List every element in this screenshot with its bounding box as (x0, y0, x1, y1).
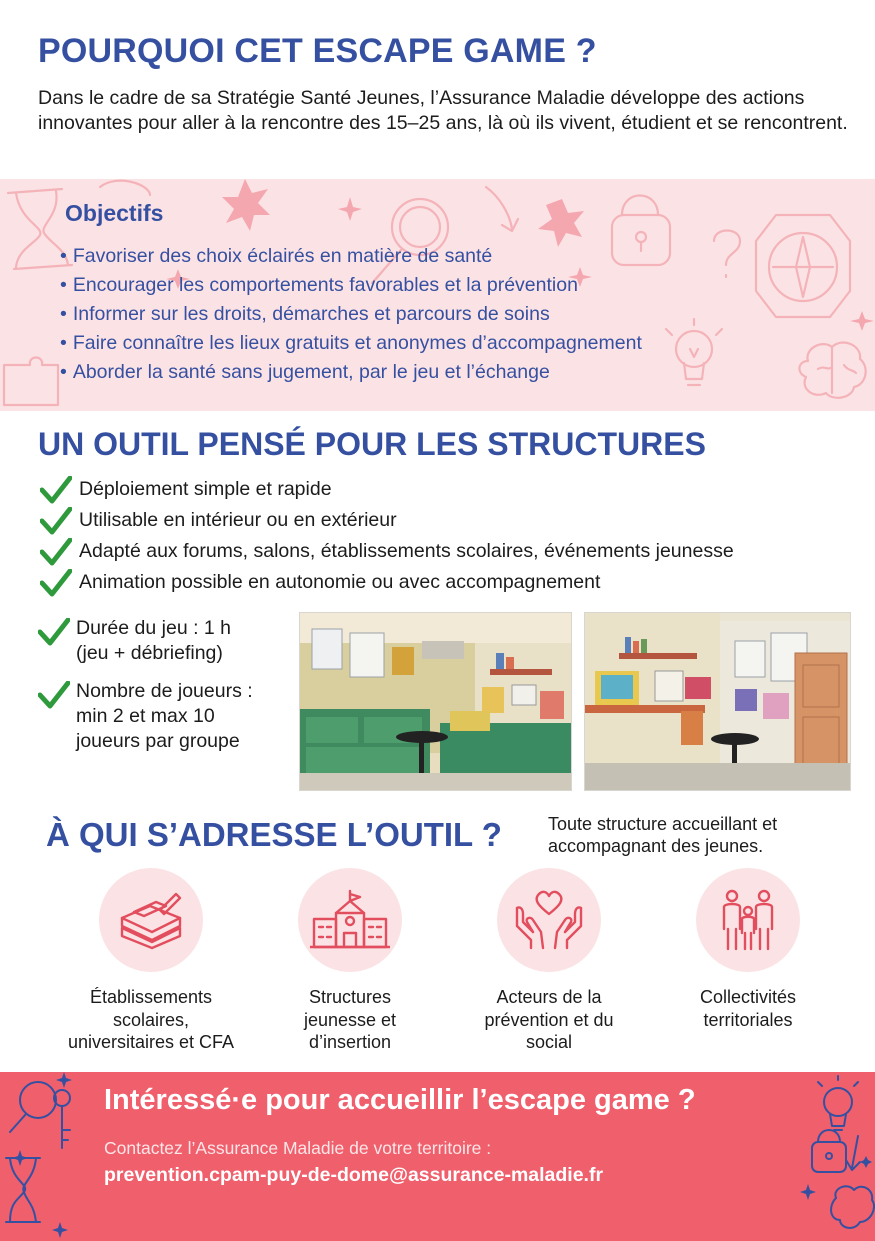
audience-desc-line: accompagnant des jeunes. (548, 836, 764, 856)
audience-label: d’insertion (308, 1032, 392, 1052)
cta-subtitle: Contactez l’Assurance Maladie de votre territoire : (104, 1138, 492, 1158)
audience-label: jeunesse et (303, 1009, 397, 1030)
objectives-list (60, 242, 642, 387)
padlock-icon (812, 1130, 846, 1172)
objectives-title: Objectifs (65, 200, 164, 226)
audience-schools (46, 868, 256, 1054)
objective-text: Faire connaître les lieux gratuits et anonymes d’accompagnement (72, 332, 642, 354)
audience-label: territoriales (703, 1009, 793, 1030)
hourglass-icon (6, 1158, 40, 1222)
feature-text: Déploiement simple et rapide (79, 478, 332, 500)
brain-icon (799, 343, 865, 398)
section-title-why: POURQUOI CET ESCAPE GAME ? (38, 32, 597, 70)
objective-text: Favoriser des choix éclairés en matière de santé (72, 245, 493, 267)
objective-text: Encourager les comportements favorables et la prévention (72, 274, 578, 296)
checkmark-icon (38, 681, 70, 709)
cta-title: Intéressé·e pour accueillir l’escape game ? (104, 1084, 696, 1116)
players-range: min 2 et max 10 (76, 705, 215, 727)
lightbulb-icon (818, 1076, 858, 1130)
audience-label: universitaires et CFA (67, 1032, 235, 1052)
audience-label: Acteurs de la (496, 987, 602, 1007)
bullet: • (60, 245, 67, 267)
players-group: joueurs par groupe (76, 730, 240, 752)
checkmark-icon (40, 476, 72, 504)
audience-label: prévention et du (484, 1009, 614, 1030)
duration-detail: (jeu + débriefing) (76, 642, 223, 664)
intro-paragraph: Dans le cadre de sa Stratégie Santé Jeunes, l’Assurance Maladie développe des actions innovantes pour aller à la rencontre des 15–25 ans, là où ils vivent, étudient et se rencontrent. (38, 87, 848, 134)
list-item (60, 358, 642, 387)
audience-youth-structures (245, 868, 455, 1054)
feature-item (40, 505, 734, 536)
escape-room-photo-2 (584, 612, 851, 791)
contact-email-link[interactable]: prevention.cpam-puy-de-dome@assurance-maladie.fr (104, 1164, 604, 1186)
checkmark-icon (40, 507, 72, 535)
duration-line: Durée du jeu : 1 h (76, 617, 232, 639)
audience-local-authorities (643, 868, 853, 1031)
feature-item (40, 567, 734, 598)
audience-prevention-actors (444, 868, 654, 1054)
objective-text: Informer sur les droits, démarches et parcours de soins (72, 303, 550, 325)
audience-label: Structures (308, 987, 392, 1007)
list-item (60, 271, 642, 300)
bullet: • (60, 332, 67, 354)
family-icon (716, 889, 780, 951)
list-item (60, 242, 642, 271)
magnifier-icon (10, 1082, 56, 1132)
puzzle-icon (4, 358, 58, 406)
feature-item (40, 536, 734, 567)
heart-hands-icon (513, 890, 585, 950)
section-title-tool: UN OUTIL PENSÉ POUR LES STRUCTURES (38, 426, 706, 462)
feature-text: Utilisable en intérieur ou en extérieur (79, 509, 397, 531)
duration-info (38, 616, 298, 666)
escape-room-photo-1 (299, 612, 572, 791)
compass-icon (756, 215, 850, 317)
players-info (38, 679, 298, 754)
checkmark-icon (38, 618, 70, 646)
bullet: • (60, 274, 67, 296)
bullet: • (60, 361, 67, 383)
audience-label: scolaires, (112, 1009, 190, 1030)
audience-label: Établissements (89, 987, 213, 1007)
bullet: • (60, 303, 67, 325)
audience-desc-line: Toute structure accueillant et (548, 814, 778, 834)
players-line: Nombre de joueurs : (76, 680, 253, 702)
audience-label: Collectivités (699, 987, 797, 1007)
school-building-icon (310, 889, 390, 951)
feature-text: Adapté aux forums, salons, établissements scolaires, événements jeunesse (79, 540, 734, 562)
section-title-audience: À QUI S’ADRESSE L’OUTIL ? (46, 816, 502, 853)
audience-label: social (525, 1032, 573, 1052)
features-list (40, 474, 734, 598)
lightbulb-icon (666, 319, 722, 385)
list-item (60, 329, 642, 358)
list-item (60, 300, 642, 329)
brain-icon (831, 1186, 874, 1228)
arrow-doodle (846, 1136, 860, 1170)
feature-text: Animation possible en autonomie ou avec accompagnement (79, 571, 601, 593)
objective-text: Aborder la santé sans jugement, par le jeu et l’échange (72, 361, 550, 383)
feature-item (40, 474, 734, 505)
question-icon (714, 231, 740, 278)
checkmark-icon (40, 569, 72, 597)
checkmark-icon (40, 538, 72, 566)
books-icon (116, 890, 186, 950)
audience-description (548, 813, 848, 857)
